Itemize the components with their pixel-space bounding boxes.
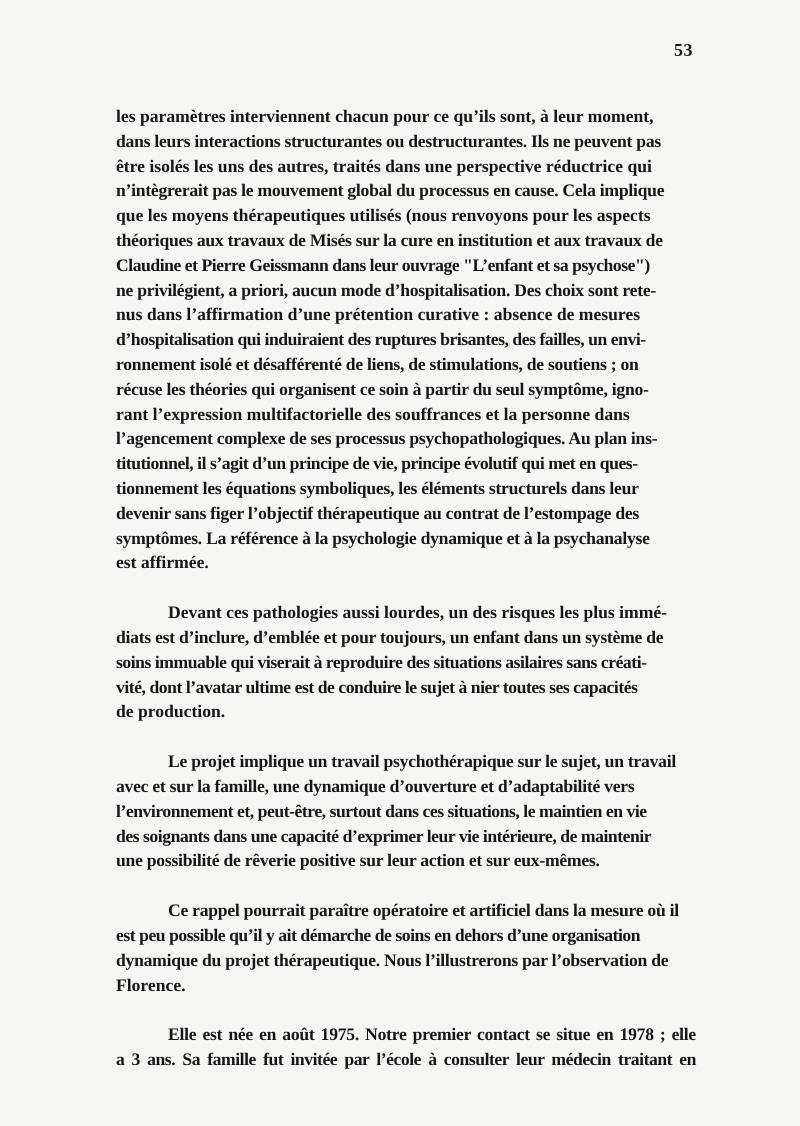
- paragraph-gap: [116, 873, 696, 898]
- text-line: être isolés les uns des autres, traités dans une perspective réductrice qui: [116, 155, 652, 176]
- text-line: Florence.: [116, 974, 186, 995]
- paragraph-5: [116, 1022, 696, 1072]
- paragraph-gap: [116, 997, 696, 1022]
- text-line: diats est d’inclure, d’emblée et pour toujours, un enfant dans un système de: [116, 626, 664, 647]
- text-line: l’agencement complexe de ses processus psychopathologiques. Au plan ins-: [116, 428, 658, 449]
- text-line: n’intègrerait pas le mouvement global du processus en cause. Cela implique: [116, 180, 665, 201]
- text-line: les paramètres interviennent chacun pour ce qu’ils sont, à leur moment,: [116, 106, 654, 126]
- text-line: a 3 ans. Sa famille fut invitée par l’école à consulter leur médecin traitant en: [116, 1049, 696, 1070]
- text-line: de production.: [116, 701, 226, 722]
- text-line: vité, dont l’avatar ultime est de conduire le sujet à nier toutes ses capacités: [116, 676, 638, 697]
- text-line: devenir sans figer l’objectif thérapeutique au contrat de l’estompage des: [116, 502, 640, 523]
- text-line: est peu possible qu’il y ait démarche de soins en dehors d’une organisation: [116, 924, 641, 945]
- text-line: Le projet implique un travail psychothérapique sur le sujet, un travail: [168, 751, 676, 772]
- text-line: ne privilégient, a priori, aucun mode d’hospitalisation. Des choix sont rete-: [116, 279, 657, 300]
- body-text: [116, 104, 696, 1072]
- text-line: avec et sur la famille, une dynamique d’ouverture et d’adaptabilité vers: [116, 775, 635, 796]
- paragraph-4: [116, 898, 696, 997]
- paragraph-gap: [116, 724, 696, 749]
- text-line: que les moyens thérapeutiques utilisés (nous renvoyons pour les aspects: [116, 205, 651, 226]
- text-line: Elle est née en août 1975. Notre premier contact se situe en 1978 ; elle: [168, 1024, 696, 1045]
- text-line: ronnement isolé et désafférenté de liens, de stimulations, de soutiens ; on: [116, 353, 639, 374]
- text-line: l’environnement et, peut-être, surtout dans ces situations, le maintien en vie: [116, 800, 647, 821]
- text-line: théoriques aux travaux de Misés sur la cure en institution et aux travaux de: [116, 229, 663, 250]
- paragraph-3: [116, 749, 696, 873]
- text-line: une possibilité de rêverie positive sur leur action et sur eux-mêmes.: [116, 850, 600, 871]
- text-line: dynamique du projet thérapeutique. Nous l’illustrerons par l’observation de: [116, 949, 669, 970]
- text-line: est affirmée.: [116, 552, 209, 573]
- text-line: des soignants dans une capacité d’exprimer leur vie intérieure, de maintenir: [116, 825, 652, 846]
- text-line: tionnement les équations symboliques, les éléments structurels dans leur: [116, 477, 639, 498]
- text-line: nus dans l’affirmation d’une prétention curative : absence de mesures: [116, 304, 641, 325]
- text-line: Claudine et Pierre Geissmann dans leur ouvrage "L’enfant et sa psychose"): [116, 254, 650, 275]
- paragraph-gap: [116, 575, 696, 600]
- text-line: soins immuable qui viserait à reproduire des situations asilaires sans créati-: [116, 651, 647, 672]
- text-line: Ce rappel pourrait paraître opératoire et artificiel dans la mesure où il: [168, 900, 679, 921]
- paragraph-2: [116, 600, 696, 724]
- page-number: 53: [674, 40, 693, 60]
- text-line: d’hospitalisation qui induiraient des ruptures brisantes, des failles, un envi-: [116, 329, 646, 350]
- text-line: titutionnel, il s’agit d’un principe de vie, principe évolutif qui met en ques-: [116, 453, 638, 474]
- text-line: récuse les théories qui organisent ce soin à partir du seul symptôme, igno-: [116, 378, 649, 399]
- text-line: rant l’expression multifactorielle des souffrances et la personne dans: [116, 403, 630, 424]
- text-line: dans leurs interactions structurantes ou destructurantes. Ils ne peuvent pas: [116, 130, 661, 151]
- text-line: symptômes. La référence à la psychologie dynamique et à la psychanalyse: [116, 527, 650, 548]
- paragraph-1: [116, 104, 696, 575]
- text-line: Devant ces pathologies aussi lourdes, un des risques les plus immé-: [168, 602, 668, 623]
